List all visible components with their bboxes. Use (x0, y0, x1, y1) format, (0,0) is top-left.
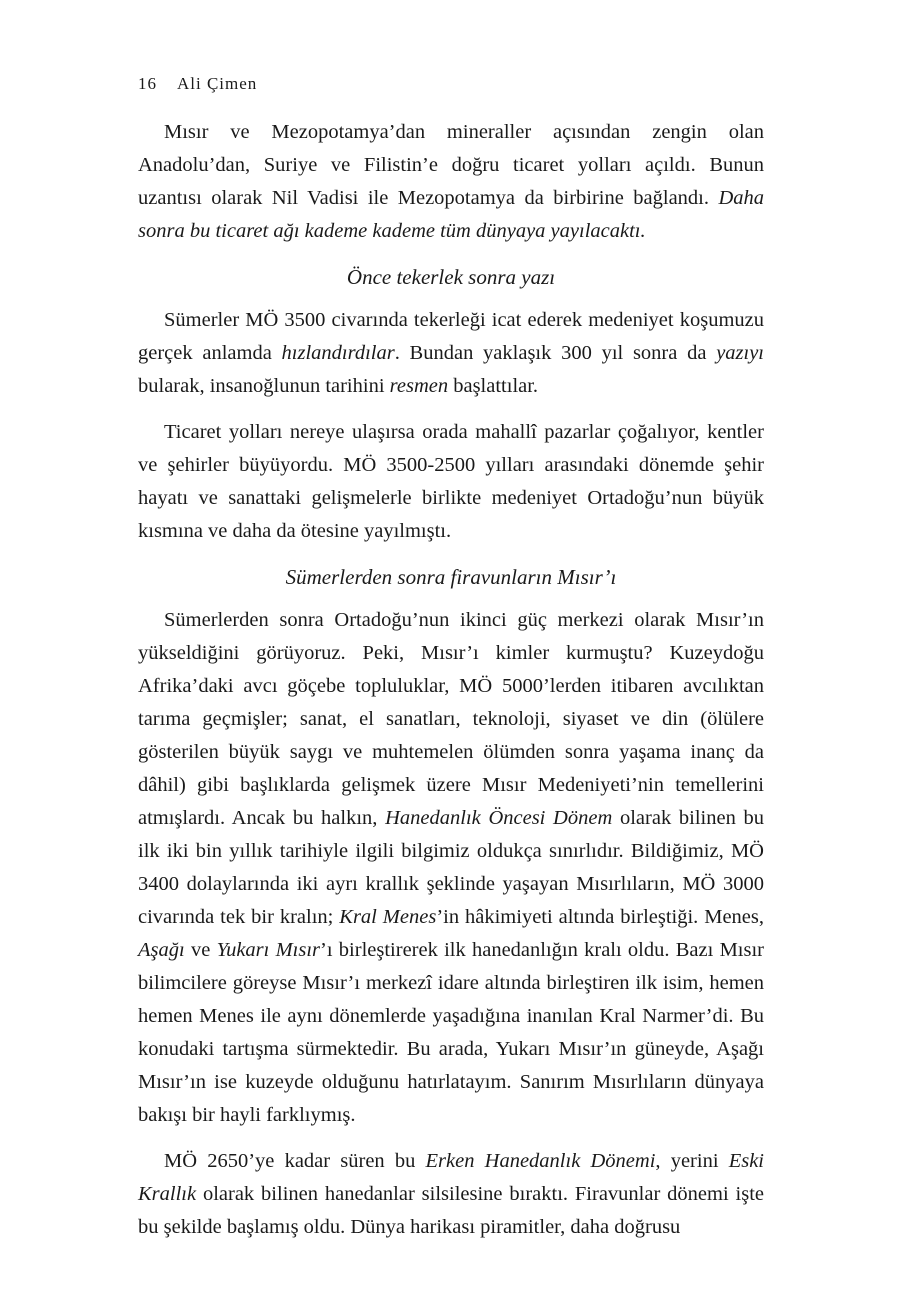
paragraph-text: Sümerler MÖ 3500 civarında tekerleği icat ederek medeniyet koşumuzu gerçek anlamda (138, 309, 764, 364)
italic-text: Erken Hanedanlık Dönemi (425, 1150, 656, 1172)
paragraph-text: Ticaret yolları nereye ulaşırsa orada mahallî pazarlar çoğalıyor, kentler ve şehirler büyüyordu. MÖ 3500-2500 yılları arasındaki dönemde şehir hayatı ve sanattaki gelişmelerle birlikte medeniyet Ortadoğu’nun büyük kısmına ve daha da ötesine yayılmıştı. (138, 421, 764, 542)
paragraph (138, 604, 764, 1132)
paragraph (138, 1145, 764, 1244)
italic-text: yazıyı (716, 342, 765, 364)
paragraph-text: bularak, insanoğlunun tarihini (138, 375, 390, 397)
paragraph-text: başlattılar. (448, 375, 539, 397)
paragraph-text: Mısır ve Mezopotamya’dan mineraller açısından zengin olan Anadolu’dan, Suriye ve Filistin’e doğru ticaret yolları açıldı. Bunun uzantısı olarak Nil Vadisi ile Mezopotamya da birbirine bağlandı. (138, 121, 764, 209)
paragraph (138, 116, 764, 248)
italic-text: resmen (389, 375, 449, 397)
book-page (138, 74, 764, 1257)
paragraph-text: olarak bilinen hanedanlar silsilesine bıraktı. Firavunlar dönemi işte bu şekilde başlamış oldu. Dünya harikası piramitler, daha doğrusu (138, 1183, 764, 1238)
paragraph-text: ’in hâkimiyeti altında birleştiği. Menes, (436, 906, 765, 928)
italic-text: Yukarı Mısır (216, 939, 321, 961)
author-name: Ali Çimen (177, 74, 258, 93)
paragraph (138, 416, 764, 548)
italic-text: hızlandırdılar (281, 342, 395, 364)
italic-text: Daha sonra bu ticaret ağı kademe kademe tüm dünyaya yayılacaktı. (138, 187, 764, 242)
italic-text: Hanedanlık Öncesi Dönem (385, 807, 613, 829)
italic-text: Eski Krallık (138, 1150, 764, 1205)
paragraph-text: . Bundan yaklaşık 300 yıl sonra da (394, 342, 717, 364)
paragraph-text: , yerini (655, 1150, 729, 1172)
italic-text: Kral Menes (339, 906, 437, 928)
paragraph-text: ’ı birleştirerek ilk hanedanlığın kralı oldu. Bazı Mısır bilimcilere göreyse Mısır’ı merkezî idare altında birleştiren ilk isim, hemen hemen Menes ile aynı dönemlerde yaşadığına inanılan Kral Narmer’di. Bu konudaki tartışma sürmektedir. Bu arada, Yukarı Mısır’ın güneyde, Aşağı Mısır’ın ise kuzeyde olduğunu hatırlatayım. Sanırım Mısırlıların dünyaya bakışı bir hayli farklıymış. (138, 939, 764, 1126)
paragraph-text: Sümerlerden sonra Ortadoğu’nun ikinci güç merkezi olarak Mısır’ın yükseldiğini görüyoruz. Peki, Mısır’ı kimler kurmuştu? Kuzeydoğu Afrika’daki avcı göçebe topluluklar, MÖ 5000’lerden itibaren avcılıktan tarıma geçmişler; sanat, el sanatları, teknoloji, siyaset ve din (ölülere gösterilen büyük saygı ve muhtemelen ölümden sonra yaşama inanç da dâhil) gibi başlıklarda gelişmek üzere Mısır Medeniyeti’nin temellerini atmışlardı. Ancak bu halkın, (138, 609, 764, 829)
section-heading: Sümerlerden sonra firavunların Mısır’ı (285, 565, 617, 589)
running-head (138, 74, 764, 100)
paragraph-text: ve (184, 939, 217, 961)
section-heading: Önce tekerlek sonra yazı (346, 265, 556, 289)
page-number: 16 (138, 74, 157, 93)
paragraph (138, 304, 764, 403)
paragraph-text: olarak bilinen bu ilk iki bin yıllık tarihiyle ilgili bilgimiz oldukça sınırlıdır. Bildiğimiz, MÖ 3400 dolaylarında iki ayrı krallık şeklinde yaşayan Mısırlıların, MÖ 3000 civarında tek bir kralın; (138, 807, 765, 928)
paragraph-text: MÖ 2650’ye kadar süren bu (164, 1150, 426, 1172)
italic-text: Aşağı (138, 939, 185, 961)
